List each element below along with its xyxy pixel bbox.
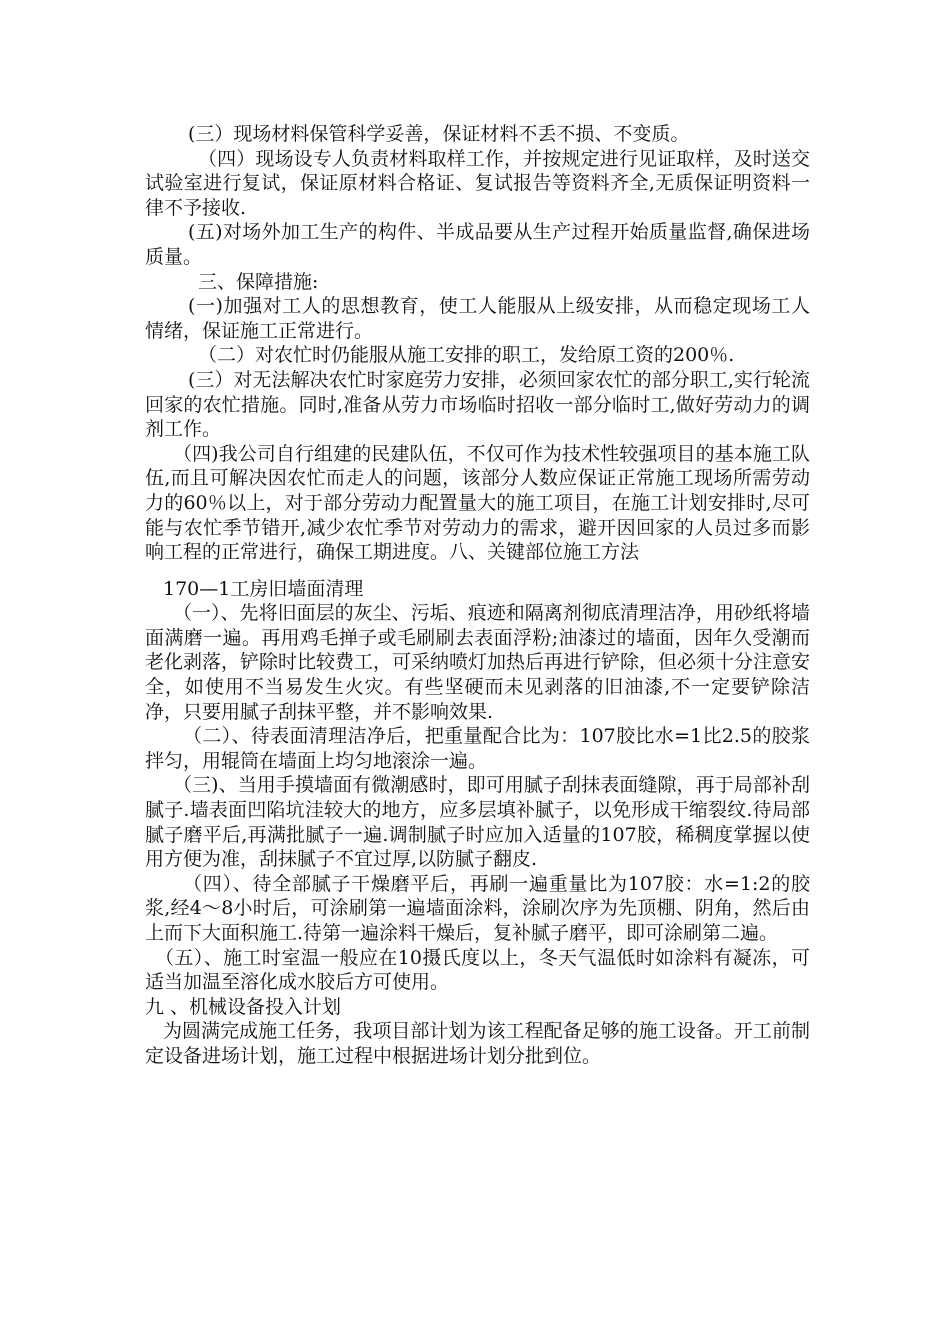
section-heading: 三、保障措施: xyxy=(198,270,319,293)
paragraph: （四）、待全部腻子干燥磨平后，再刷一遍重量比为107胶：水=1:2的胶浆,经4～8小时后，可涂刷第一遍墙面涂料，涂刷次序为先顶棚、阴角，然后由上而下大面积施工.待第一遍涂料干燥后，复补腻子磨平，即可涂刷第二遍。 xyxy=(145,872,810,944)
paragraph: （一）、先将旧面层的灰尘、污垢、痕迹和隔离剂彻底清理洁净，用砂纸将墙面满磨一遍。再用鸡毛掸子或毛刷刷去表面浮粉;油漆过的墙面，因年久受潮而老化剥落，铲除时比较费工，可采纳喷灯加热后再进行铲除，但必须十分注意安全，如使用不当易发生火灾。有些坚硬而未见剥落的旧油漆,不一定要铲除洁净，只要用腻子刮抹平整，并不影响效果. xyxy=(145,602,811,723)
paragraph: （二）对农忙时仍能服从施工安排的职工，发给原工资的200％. xyxy=(198,344,735,367)
document-body xyxy=(145,122,810,1069)
paragraph: (三）现场材料保管科学妥善，保证材料不丢不损、不变质。 xyxy=(188,123,690,145)
paragraph: 为圆满完成施工任务，我项目部计划为该工程配备足够的施工设备。开工前制定设备进场计划，施工过程中根据进场计划分批到位。 xyxy=(145,1020,810,1067)
paragraph: （四）现场设专人负责材料取样工作，并按规定进行见证取样，及时送交试验室进行复试，保证原材料合格证、复试报告等资料齐全,无质保证明资料一律不予接收. xyxy=(145,147,810,219)
paragraph: （四)我公司自行组建的民建队伍，不仅可作为技术性较强项目的基本施工队伍,而且可解决因农忙而走人的问题，该部分人数应保证正常施工现场所需劳动力的60％以上，对于部分劳动力配置量大的施工项目，在施工计划安排时,尽可能与农忙季节错开,减少农忙季节对劳动力的需求，避开因回家的人员过多而影响工程的正常进行，确保工期进度。八、关键部位施工方法 xyxy=(145,442,810,564)
paragraph: (三）对无法解决农忙时家庭劳力安排，必须回家农忙的部分职工,实行轮流回家的农忙措施。同时,准备从劳力市场临时招收一部分临时工,做好劳动力的调剂工作。 xyxy=(145,368,810,441)
paragraph: (一)加强对工人的思想教育，使工人能服从上级安排，从而稳定现场工人情绪，保证施工正常进行。 xyxy=(145,295,810,342)
paragraph: （五）、施工时室温一般应在10摄氏度以上，冬天气温低时如涂料有凝冻，可适当加温至溶化成水胶后方可使用。 xyxy=(145,946,810,994)
section-heading: 九 、机械设备投入计划 xyxy=(145,995,342,1018)
paragraph: (五)对场外加工生产的构件、半成品要从生产过程开始质量监督,确保进场质量。 xyxy=(145,221,810,268)
section-heading: 170—1工房旧墙面清理 xyxy=(163,577,364,600)
paragraph: （二）、待表面清理洁净后，把重量配合比为：107胶比水=1比2.5的胶浆拌匀，用辊筒在墙面上均匀地滚涂一遍。 xyxy=(145,725,810,772)
paragraph: （三)、当用手摸墙面有微潮感时，即可用腻子刮抹表面缝隙，再于局部补刮腻子.墙表面凹陷坑洼较大的地方，应多层填补腻子，以免形成干缩裂纹.待局部腻子磨平后,再满批腻子一遍.调制腻子时应加入适量的107胶，稀稠度掌握以使用方便为准，刮抹腻子不宜过厚,以防腻子翻皮. xyxy=(145,774,810,871)
